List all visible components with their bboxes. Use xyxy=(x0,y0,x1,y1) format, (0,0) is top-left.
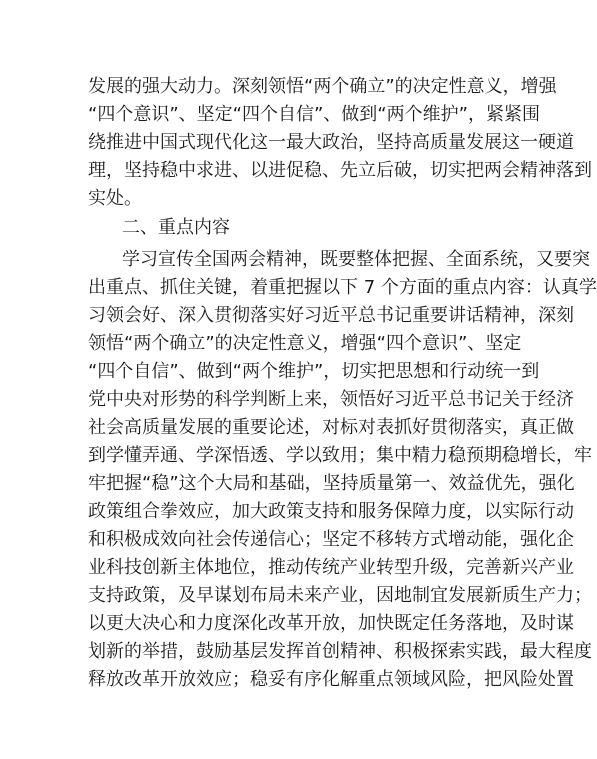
paragraph-1-line-5: 实处。 xyxy=(88,188,142,209)
paragraph-2-line-16: 释放改革开放效应；稳妥有序化解重点领域风险，把风险处置 xyxy=(88,669,574,690)
paragraph-2-line-3: 习领会好、深入贯彻落实好习近平总书记重要讲话精神，深刻 xyxy=(88,305,574,326)
paragraph-2-line-9: 牢把握“稳”这个大局和基础，坚持质量第一、效益优先，强化 xyxy=(88,473,575,494)
paragraph-2-line-12: 业科技创新主体地位，推动传统产业转型升级，完善新兴产业 xyxy=(88,557,574,578)
paragraph-1-line-3: 绕推进中国式现代化这一最大政治，坚持高质量发展这一硬道 xyxy=(88,132,574,153)
paragraph-2-line-2: 出重点、抓住关键，着重把握以下 7 个方面的重点内容：认真学 xyxy=(88,277,597,298)
paragraph-2-line-5: “四个自信”、做到“两个维护”，切实把思想和行动统一到 xyxy=(88,361,540,382)
paragraph-2-line-6: 党中央对形势的科学判断上来，领悟好习近平总书记关于经济 xyxy=(88,389,574,410)
paragraph-2-line-4: 领悟“两个确立”的决定性意义，增强“四个意识”、坚定 xyxy=(88,333,522,354)
paragraph-2-line-13: 支持政策，及早谋划布局未来产业，因地制宜发展新质生产力； xyxy=(88,585,592,606)
paragraph-1-line-4: 理，坚持稳中求进、以进促稳、先立后破，切实把两会精神落到 xyxy=(88,160,592,181)
paragraph-1-line-1: 发展的强大动力。深刻领悟“两个确立”的决定性意义，增强 xyxy=(88,76,557,97)
paragraph-2-line-11: 和积极成效向社会传递信心；坚定不移转方式增动能，强化企 xyxy=(88,529,574,550)
paragraph-2-line-8: 到学懂弄通、学深悟透、学以致用；集中精力稳预期稳增长，牢 xyxy=(88,445,592,466)
paragraph-2-line-10: 政策组合拳效应，加大政策支持和服务保障力度，以实际行动 xyxy=(88,501,574,522)
paragraph-2-line-7: 社会高质量发展的重要论述，对标对表抓好贯彻落实，真正做 xyxy=(88,417,574,438)
paragraph-2-line-1: 学习宣传全国两会精神，既要整体把握、全面系统，又要突 xyxy=(122,249,590,270)
section-heading: 二、重点内容 xyxy=(122,217,230,238)
paragraph-1-line-2: “四个意识”、坚定“四个自信”、做到“两个维护”，紧紧围 xyxy=(88,104,540,125)
paragraph-2-line-15: 划新的举措，鼓励基层发挥首创精神、积极探索实践，最大程度 xyxy=(88,641,592,662)
paragraph-2-line-14: 以更大决心和力度深化改革开放，加快既定任务落地，及时谋 xyxy=(88,613,574,634)
